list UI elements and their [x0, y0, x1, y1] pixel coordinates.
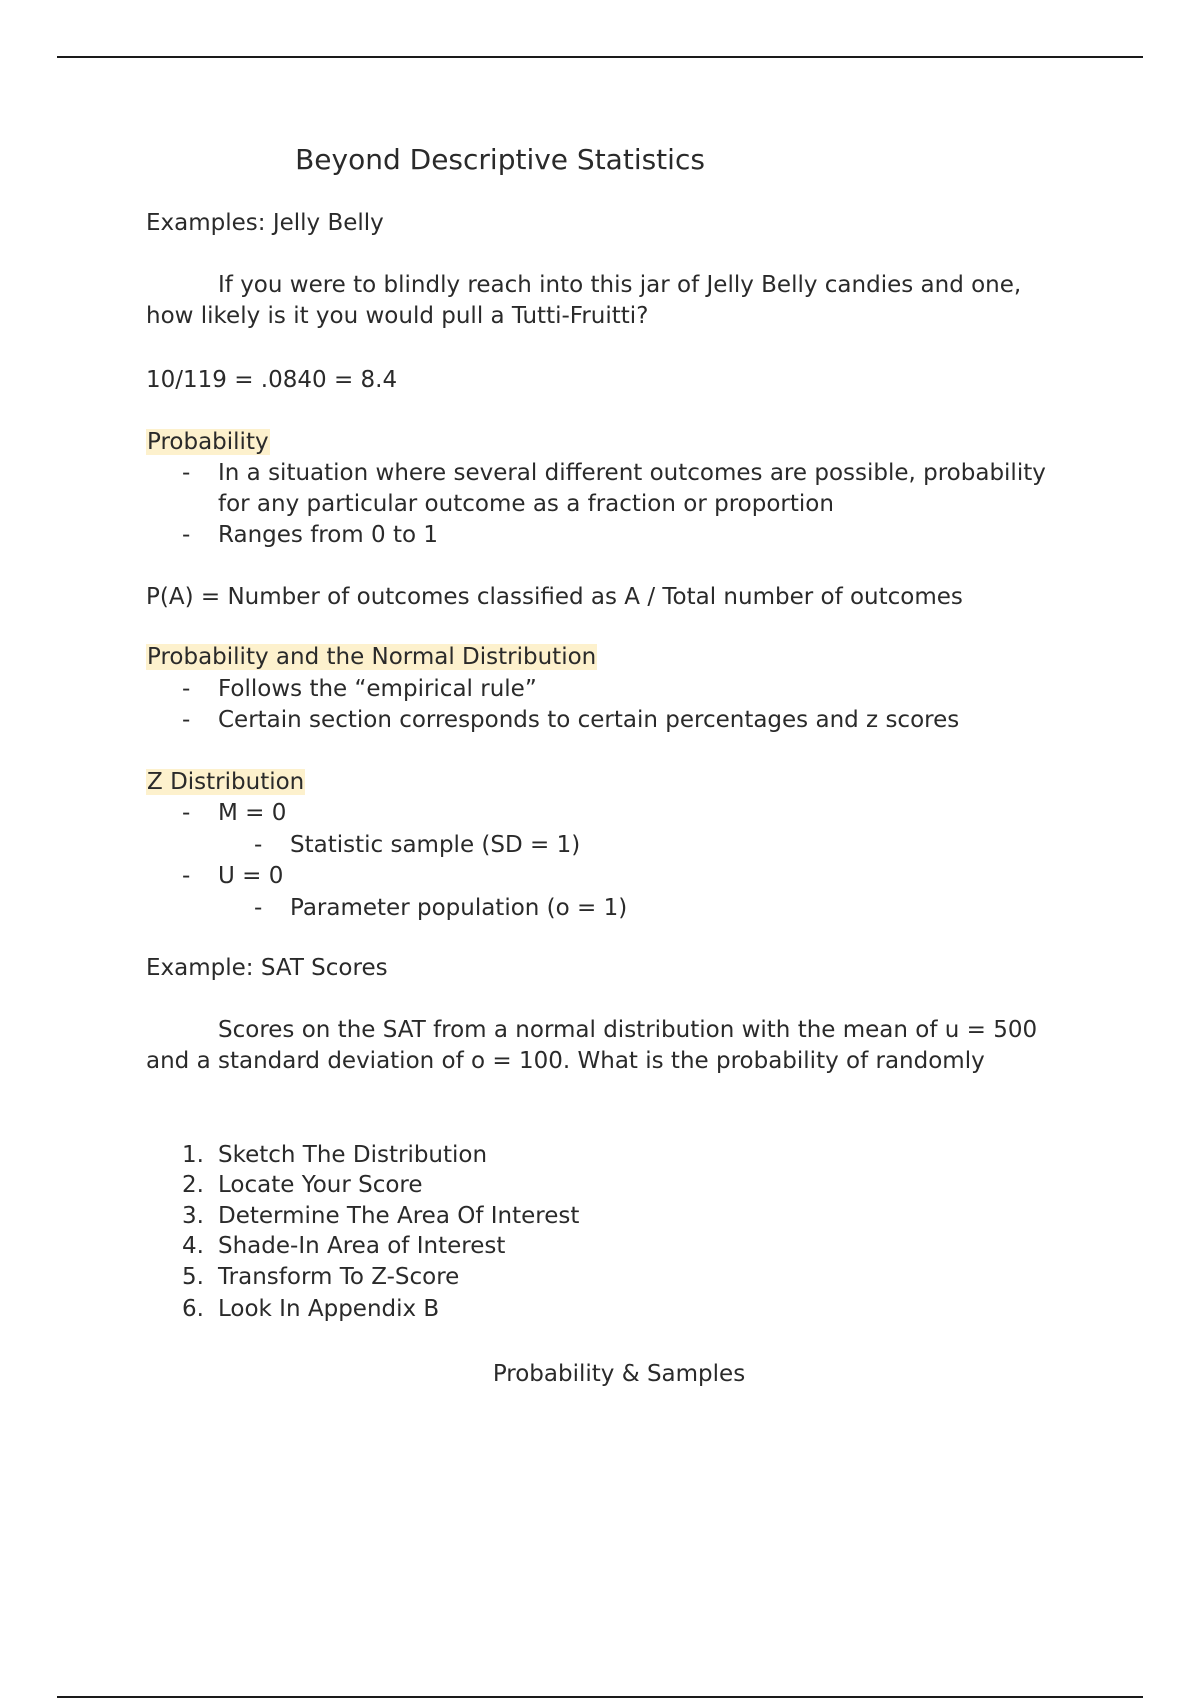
- z-item-2: U = 0: [218, 863, 284, 889]
- normal-bullet-1: Follows the “empirical rule”: [218, 676, 537, 702]
- section-heading-probability: [146, 427, 270, 458]
- example2-heading: Example: SAT Scores: [146, 955, 388, 981]
- step-text: Transform To Z-Score: [218, 1264, 460, 1290]
- normal-bullet-2: Certain section corresponds to certain percentages and z scores: [218, 707, 960, 733]
- section-heading-z: [146, 767, 305, 798]
- example-heading: Examples: Jelly Belly: [146, 210, 384, 236]
- bullet-marker: -: [182, 522, 191, 548]
- bullet-marker: -: [182, 863, 191, 889]
- z-item-1: M = 0: [218, 800, 287, 826]
- probability-bullet-2: Ranges from 0 to 1: [218, 522, 439, 548]
- step-text: Shade-In Area of Interest: [218, 1233, 506, 1259]
- step-number: 5.: [182, 1264, 204, 1290]
- step-number: 6.: [182, 1296, 204, 1322]
- step-number: 4.: [182, 1233, 204, 1259]
- step-number: 1.: [182, 1142, 204, 1168]
- page-title: Beyond Descriptive Statistics: [295, 143, 705, 176]
- step-text: Locate Your Score: [218, 1172, 423, 1198]
- example-question: If you were to blindly reach into this jar of Jelly Belly candies and one, how likely is it you would pull a Tutti-Fruitti?: [146, 272, 1022, 329]
- example-calculation: 10/119 = .0840 = 8.4: [146, 367, 398, 393]
- bullet-marker: -: [182, 460, 191, 486]
- z-subitem-2: Parameter population (o = 1): [290, 895, 628, 921]
- probability-bullet-1: In a situation where several different outcomes are possible, probability for any particular outcome as a fraction or proportion: [218, 460, 1046, 517]
- section-heading-normal: [146, 642, 597, 673]
- sub-bullet-marker: -: [254, 832, 263, 858]
- step-text: Sketch The Distribution: [218, 1142, 488, 1168]
- bullet-marker: -: [182, 800, 191, 826]
- step-text: Look In Appendix B: [218, 1296, 440, 1322]
- highlighted-heading: Z Distribution: [147, 769, 305, 795]
- highlighted-heading: Probability: [147, 429, 269, 455]
- top-divider: [57, 56, 1143, 58]
- bottom-divider: [57, 1696, 1143, 1698]
- probability-formula: P(A) = Number of outcomes classified as A / Total number of outcomes: [146, 584, 963, 610]
- step-number: 2.: [182, 1172, 204, 1198]
- step-number: 3.: [182, 1203, 204, 1229]
- highlighted-heading: Probability and the Normal Distribution: [147, 644, 597, 670]
- example2-question: Scores on the SAT from a normal distribution with the mean of u = 500 and a standard deviation of o = 100. What is the probability of randomly: [146, 1017, 1038, 1074]
- sub-bullet-marker: -: [254, 895, 263, 921]
- section-title-footer: Probability & Samples: [492, 1361, 746, 1387]
- step-text: Determine The Area Of Interest: [218, 1203, 580, 1229]
- bullet-marker: -: [182, 707, 191, 733]
- z-subitem-1: Statistic sample (SD = 1): [290, 832, 581, 858]
- bullet-marker: -: [182, 676, 191, 702]
